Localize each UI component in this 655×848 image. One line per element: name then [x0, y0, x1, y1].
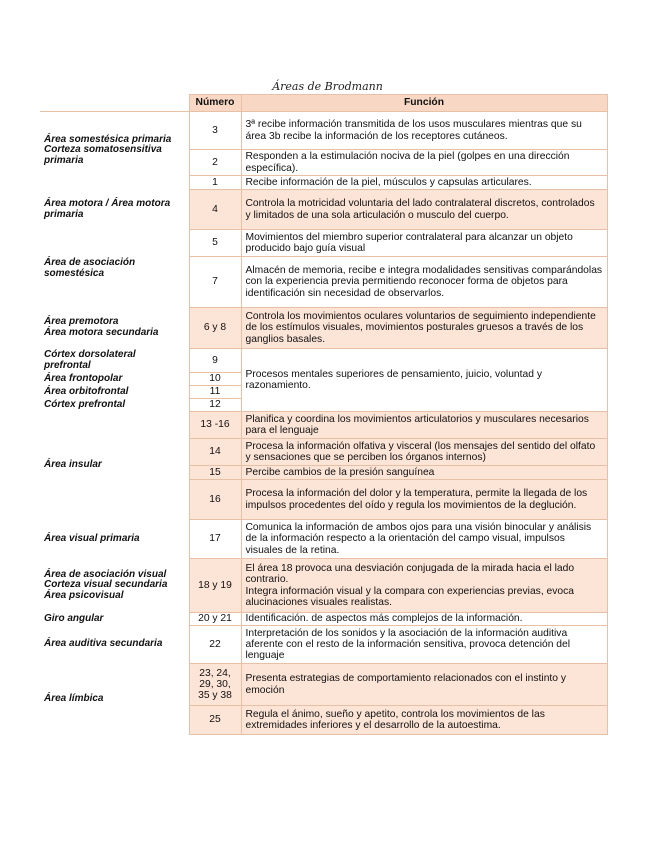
header-funcion: Función [241, 95, 607, 112]
area-auditiva-secundaria: Área auditiva secundaria [44, 638, 163, 650]
area-number: 3 [189, 112, 241, 150]
area-function: Identificación. de aspectos más complejos de la información. [241, 613, 607, 626]
area-function: Interpretación de los sonidos y la asociación de la información auditiva aferente con el resto de la información sensitiva, provoca detención del lenguaje [241, 626, 607, 664]
area-number: 25 [189, 706, 241, 735]
area-number: 7 [189, 257, 241, 308]
table-row [40, 626, 607, 664]
area-number: 12 [189, 399, 241, 412]
header-area-cell [40, 95, 189, 112]
area-function: 3ª recibe información transmitida de los usos musculares mientras que su área 3b recibe la información de los receptores cutáneos. [241, 112, 607, 150]
area-function: Movimientos del miembro superior contralateral para alcanzar un objeto producido bajo guía visual [241, 230, 607, 257]
area-somestesica-primaria: Área somestésica primaria Corteza somatosensitiva primaria [44, 133, 172, 167]
area-function: Regula el ánimo, sueño y apetito, controla los movimientos de las extremidades inferiores y el desarrollo de la autoestima. [241, 706, 607, 735]
area-insular: Área insular [44, 459, 102, 471]
area-function: El área 18 provoca una desviación conjugada de la mirada hacia el lado contrario. Integra información visual y la compara con experiencias previas, evoca alucinaciones visuales realistas. [241, 559, 607, 613]
area-function: Procesa la información del dolor y la temperatura, permite la llegada de los impulsos procedentes del oído y regula los movimientos de la deglución. [241, 480, 607, 520]
area-cortex-prefrontal: Córtex prefrontal [44, 398, 126, 410]
area-number: 9 [189, 349, 241, 373]
area-number: 14 [189, 439, 241, 466]
area-number: 1 [189, 176, 241, 190]
area-number: 5 [189, 230, 241, 257]
area-number: 17 [189, 520, 241, 559]
table-row [40, 664, 607, 706]
table-header-row [40, 95, 607, 112]
area-number: 23, 24, 29, 30, 35 y 38 [189, 664, 241, 706]
area-function: Procesos mentales superiores de pensamiento, juicio, voluntad y razonamiento. [241, 349, 607, 412]
area-function: Procesa la información olfativa y visceral (los mensajes del sentido del olfato y sensaciones que se perciben los órganos internos) [241, 439, 607, 466]
area-number: 11 [189, 386, 241, 399]
area-function: Almacén de memoria, recibe e integra modalidades sensitivas comparándolas con la experiencia previa permitiendo reconocer forma de objetos para identificación sin necesidad de observarlos. [241, 257, 607, 308]
area-premotora: Área premotora Área motora secundaria [44, 316, 159, 338]
table-row [40, 520, 607, 559]
area-number: 20 y 21 [189, 613, 241, 626]
table-row [40, 112, 607, 150]
area-number: 22 [189, 626, 241, 664]
table-row [40, 559, 607, 613]
area-number: 16 [189, 480, 241, 520]
area-orbitofrontal: Área orbitofrontal [44, 385, 129, 397]
area-function: Presenta estrategias de comportamiento relacionados con el instinto y emoción [241, 664, 607, 706]
area-function: Percibe cambios de la presión sanguínea [241, 466, 607, 480]
area-frontopolar: Área frontopolar [44, 372, 123, 384]
area-asociacion-somestesica: Área de asociación somestésica [44, 256, 136, 279]
table-row [40, 412, 607, 439]
table-row [40, 349, 607, 373]
document-title: Áreas de Brodmann [272, 80, 383, 93]
area-function: Responden a la estimulación nociva de la piel (golpes en una dirección específica). [241, 150, 607, 176]
area-visual-primaria: Área visual primaria [44, 532, 140, 544]
area-number: 10 [189, 373, 241, 386]
area-function: Comunica la información de ambos ojos para una visión binocular y análisis de la información respecto a la orientación del campo visual, impulsos visuales de la retina. [241, 520, 607, 559]
area-number: 4 [189, 190, 241, 230]
area-limbica: Área límbica [44, 692, 104, 704]
area-number: 18 y 19 [189, 559, 241, 613]
area-number: 2 [189, 150, 241, 176]
area-giro-angular: Giro angular [44, 612, 104, 624]
table-row [40, 308, 607, 349]
table-row [40, 230, 607, 257]
area-asociacion-visual: Área de asociación visual Corteza visual secundaria Área psicovisual [44, 568, 168, 601]
table-row [40, 190, 607, 230]
area-function: Planifica y coordina los movimientos articulatorios y musculares necesarios para el lenguaje [241, 412, 607, 439]
area-cortex-dorsolateral: Córtex dorsolateral prefrontal [44, 348, 136, 371]
brodmann-table [40, 94, 608, 735]
header-numero: Número [189, 95, 241, 112]
area-function: Controla la motricidad voluntaria del lado contralateral discretos, controlados y limitados de una sola articulación o musculo del cuerpo. [241, 190, 607, 230]
area-function: Recibe información de la piel, músculos y capsulas articulares. [241, 176, 607, 190]
area-number: 6 y 8 [189, 308, 241, 349]
area-function: Controla los movimientos oculares voluntarios de seguimiento independiente de los estímulos visuales, movimientos posturales gruesos a través de los ganglios basales. [241, 308, 607, 349]
table-row [40, 613, 607, 626]
area-number: 13 -16 [189, 412, 241, 439]
area-number: 15 [189, 466, 241, 480]
area-motora: Área motora / Área motora primaria [44, 197, 171, 220]
